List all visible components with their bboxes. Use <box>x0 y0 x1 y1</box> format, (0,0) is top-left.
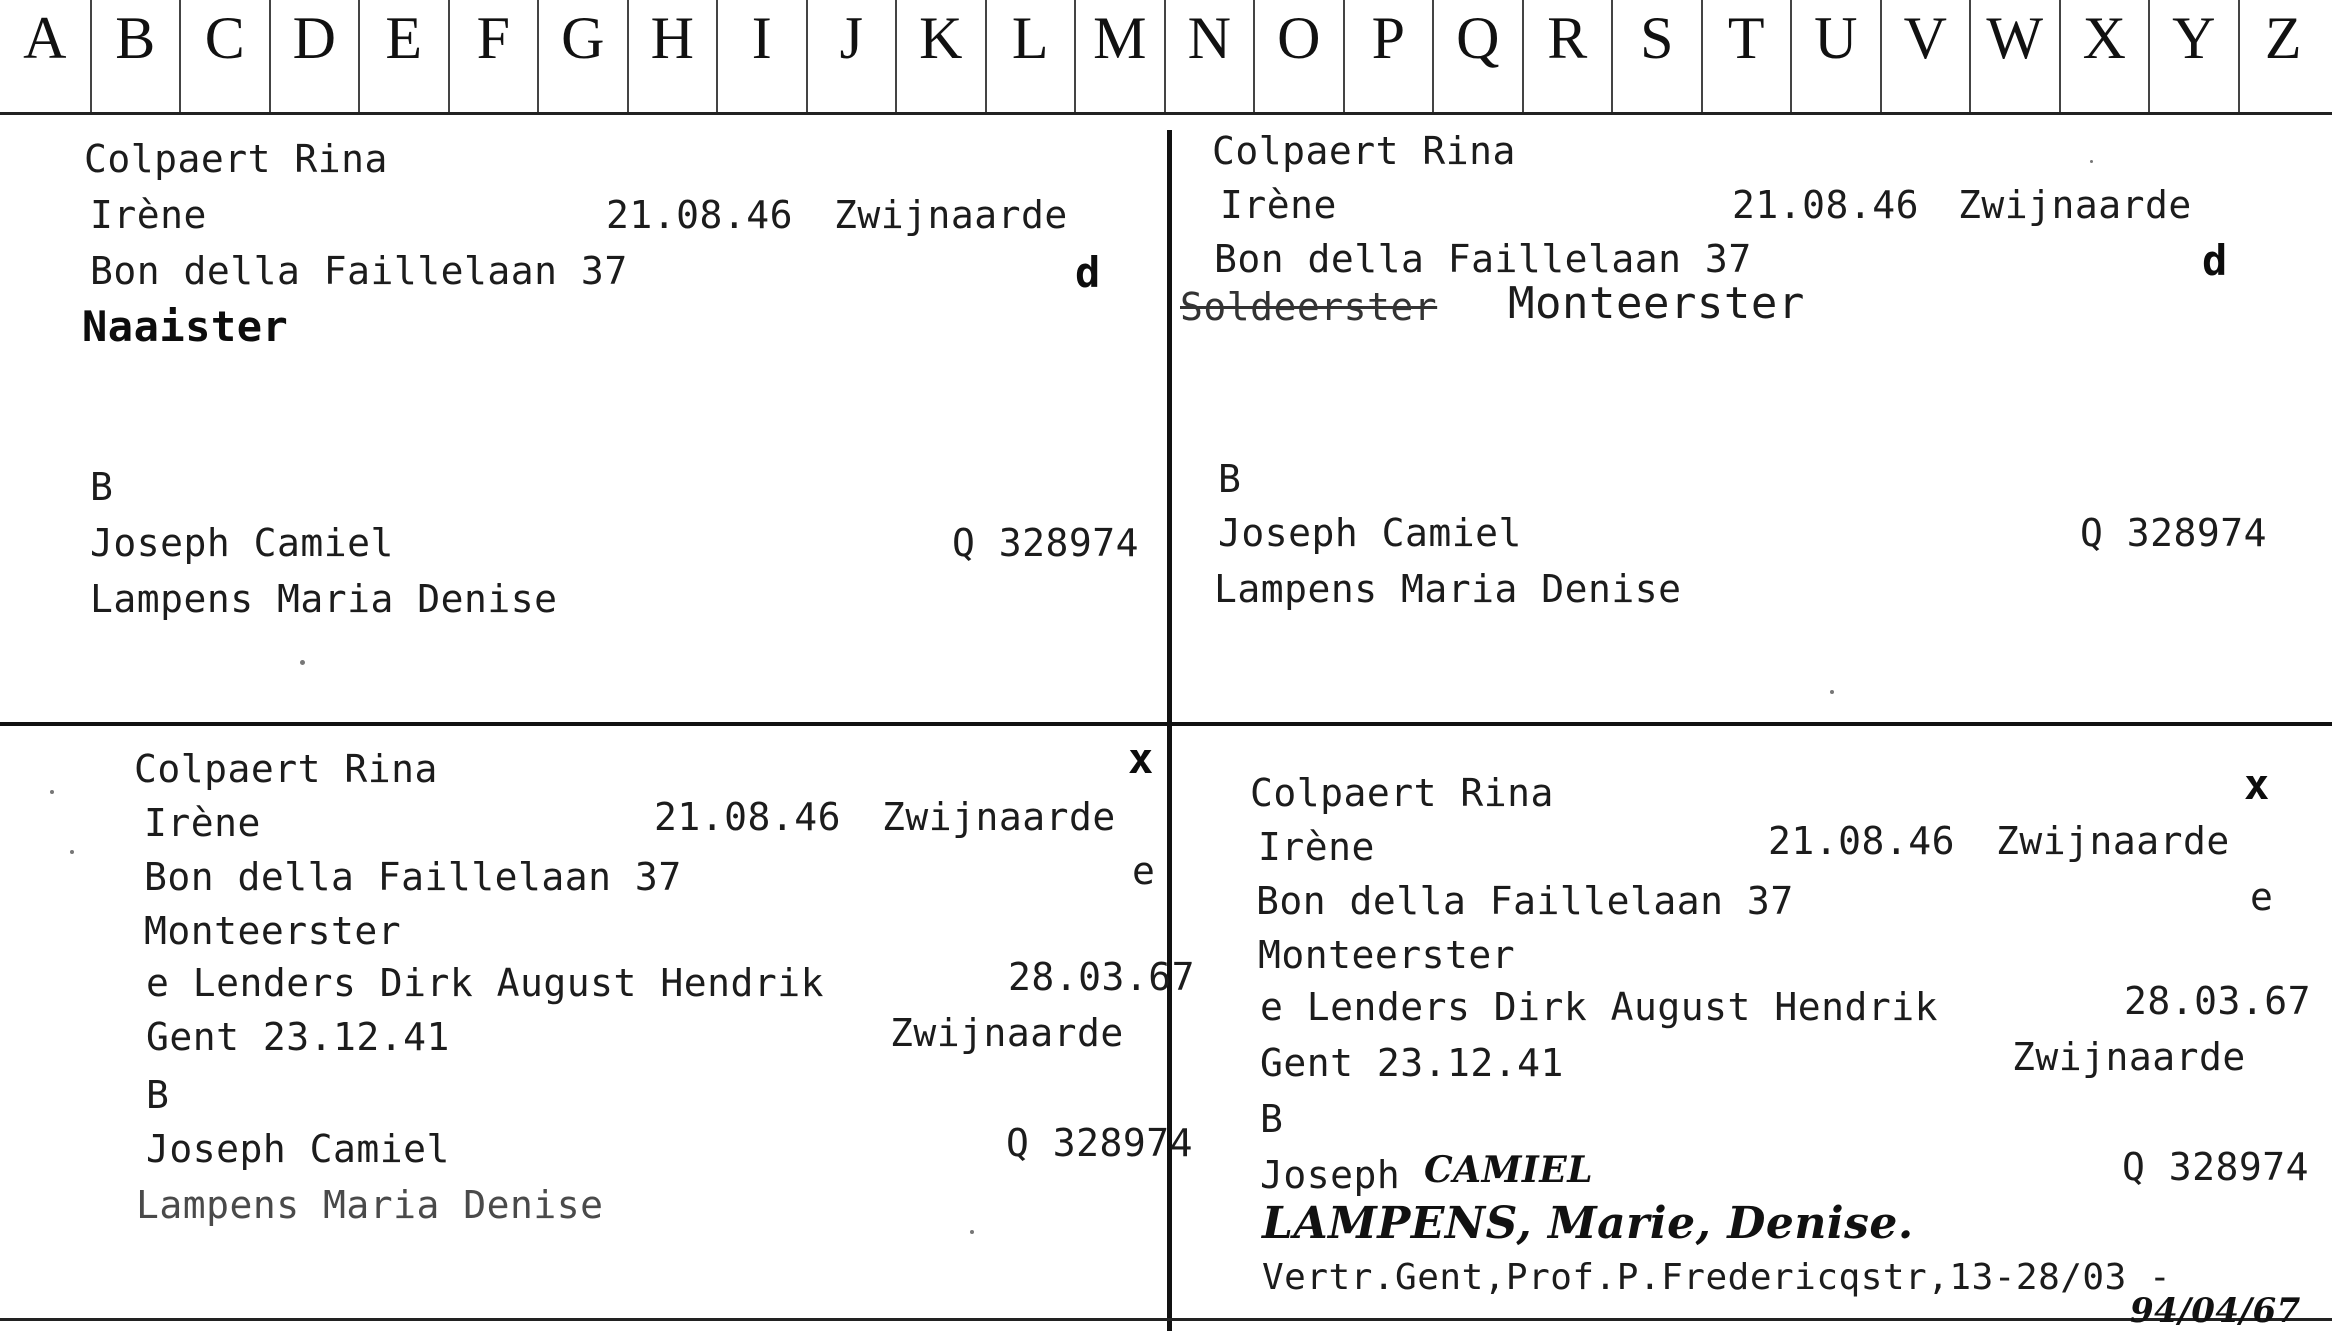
card-first-name: Irène <box>1220 183 1337 227</box>
index-letter-h: H <box>627 0 717 112</box>
scan-speck <box>970 1230 974 1234</box>
card-divider-bottom <box>0 1318 2332 1321</box>
index-letter-a: A <box>23 5 67 71</box>
scan-speck <box>300 660 305 665</box>
card-address: Bon della Faillelaan 37 <box>144 855 682 899</box>
card-ref: Q 328974 <box>952 521 1140 565</box>
card-spouse: e Lenders Dirk August Hendrik <box>146 961 824 1005</box>
card-father: Joseph Camiel <box>90 521 394 565</box>
card-marker: B <box>146 1073 170 1117</box>
card-birth-date: 21.08.46 <box>1768 819 1956 863</box>
scan-speck <box>2090 160 2093 163</box>
card-occupation: Naaister <box>82 302 289 351</box>
card-spouse-birth: Gent 23.12.41 <box>1260 1041 1564 1085</box>
card-name: Colpaert Rina <box>1250 771 1554 815</box>
card-address: Bon della Faillelaan 37 <box>1214 237 1752 281</box>
card-mother: Lampens Maria Denise <box>90 577 558 621</box>
index-letter-d: D <box>269 0 359 112</box>
card-mother: Lampens Maria Denise <box>136 1183 604 1227</box>
card-code: e <box>2250 875 2274 919</box>
index-letter-p: P <box>1343 0 1433 112</box>
card-name: Colpaert Rina <box>1212 129 1516 173</box>
index-letter-n: N <box>1164 0 1254 112</box>
card-first-name: Irène <box>1258 825 1375 869</box>
card-birth-place: Zwijnaarde <box>1958 183 2192 227</box>
index-letter-i: I <box>716 0 806 112</box>
index-letter-s: S <box>1611 0 1701 112</box>
card-birth-date: 21.08.46 <box>606 193 794 237</box>
card-mark: x <box>2244 760 2270 809</box>
card-father: Joseph Camiel <box>146 1127 450 1171</box>
index-letter-x: X <box>2059 0 2149 112</box>
alphabet-index <box>0 0 2332 115</box>
card-ref: Q 328974 <box>2122 1145 2310 1189</box>
scan-speck <box>50 790 54 794</box>
index-letter-r: R <box>1522 0 1612 112</box>
index-letter-g: G <box>537 0 627 112</box>
card-divider-horizontal <box>0 722 2332 726</box>
card-marker: B <box>1218 457 1242 501</box>
index-letter-k: K <box>895 0 985 112</box>
card-name: Colpaert Rina <box>134 747 438 791</box>
card-code: d <box>2202 236 2228 285</box>
scan-speck <box>1830 690 1834 694</box>
card-ref: Q 328974 <box>2080 511 2268 555</box>
card-birth-place: Zwijnaarde <box>1996 819 2230 863</box>
index-letter-e: E <box>358 0 448 112</box>
card-mark: x <box>1128 734 1154 783</box>
card-marker: B <box>90 465 114 509</box>
index-letter-u: U <box>1790 0 1880 112</box>
card-father: Joseph Camiel <box>1218 511 1522 555</box>
card-occupation: Monteerster <box>1258 933 1516 977</box>
card-marker: B <box>1260 1097 1284 1141</box>
card-departure-handwritten: 94/04/67 <box>2130 1291 2301 1331</box>
card-address: Bon della Faillelaan 37 <box>1256 879 1794 923</box>
scan-speck <box>70 850 74 854</box>
index-letter-t: T <box>1701 0 1791 112</box>
card-ref: Q 328974 <box>1006 1121 1194 1165</box>
card-marriage-place: Zwijnaarde <box>2012 1035 2246 1079</box>
card-mother-handwritten: LAMPENS, Marie, Denise. <box>1262 1198 1914 1249</box>
card-name: Colpaert Rina <box>84 137 388 181</box>
index-letter-w: W <box>1969 0 2059 112</box>
card-marriage-date: 28.03.67 <box>1008 955 1196 999</box>
card-mother: Lampens Maria Denise <box>1214 567 1682 611</box>
card-spouse: e Lenders Dirk August Hendrik <box>1260 985 1938 1029</box>
card-father-prefix: Joseph <box>1260 1153 1401 1197</box>
index-letter-f: F <box>448 0 538 112</box>
card-marriage-place: Zwijnaarde <box>890 1011 1124 1055</box>
card-birth-date: 21.08.46 <box>1732 183 1920 227</box>
card-occupation: Monteerster <box>144 909 402 953</box>
card-code: e <box>1132 849 1156 893</box>
card-birth-place: Zwijnaarde <box>834 193 1068 237</box>
index-letter-j: J <box>806 0 896 112</box>
card-departure-note: Vertr.Gent,Prof.P.Fredericqstr,13-28/03 - <box>1262 1257 2172 1298</box>
index-letter-o: O <box>1253 0 1343 112</box>
index-letter-y: Y <box>2148 0 2238 112</box>
card-marriage-date: 28.03.67 <box>2124 979 2312 1023</box>
card-father-handwritten: CAMIEL <box>1424 1149 1594 1191</box>
index-letter-l: L <box>985 0 1075 112</box>
card-spouse-birth: Gent 23.12.41 <box>146 1015 450 1059</box>
card-first-name: Irène <box>90 193 207 237</box>
index-letter-q: Q <box>1432 0 1522 112</box>
card-occupation: Monteerster <box>1508 278 1805 329</box>
card-birth-date: 21.08.46 <box>654 795 842 839</box>
card-occupation-struck: Soldeerster <box>1180 285 1438 329</box>
index-letter-c: C <box>179 0 269 112</box>
index-letter-b: B <box>90 0 180 112</box>
card-address: Bon della Faillelaan 37 <box>90 249 628 293</box>
card-code: d <box>1075 248 1101 297</box>
card-first-name: Irène <box>144 801 261 845</box>
index-letter-v: V <box>1880 0 1970 112</box>
card-birth-place: Zwijnaarde <box>882 795 1116 839</box>
index-letter-m: M <box>1074 0 1164 112</box>
index-letter-z: Z <box>2238 0 2328 112</box>
